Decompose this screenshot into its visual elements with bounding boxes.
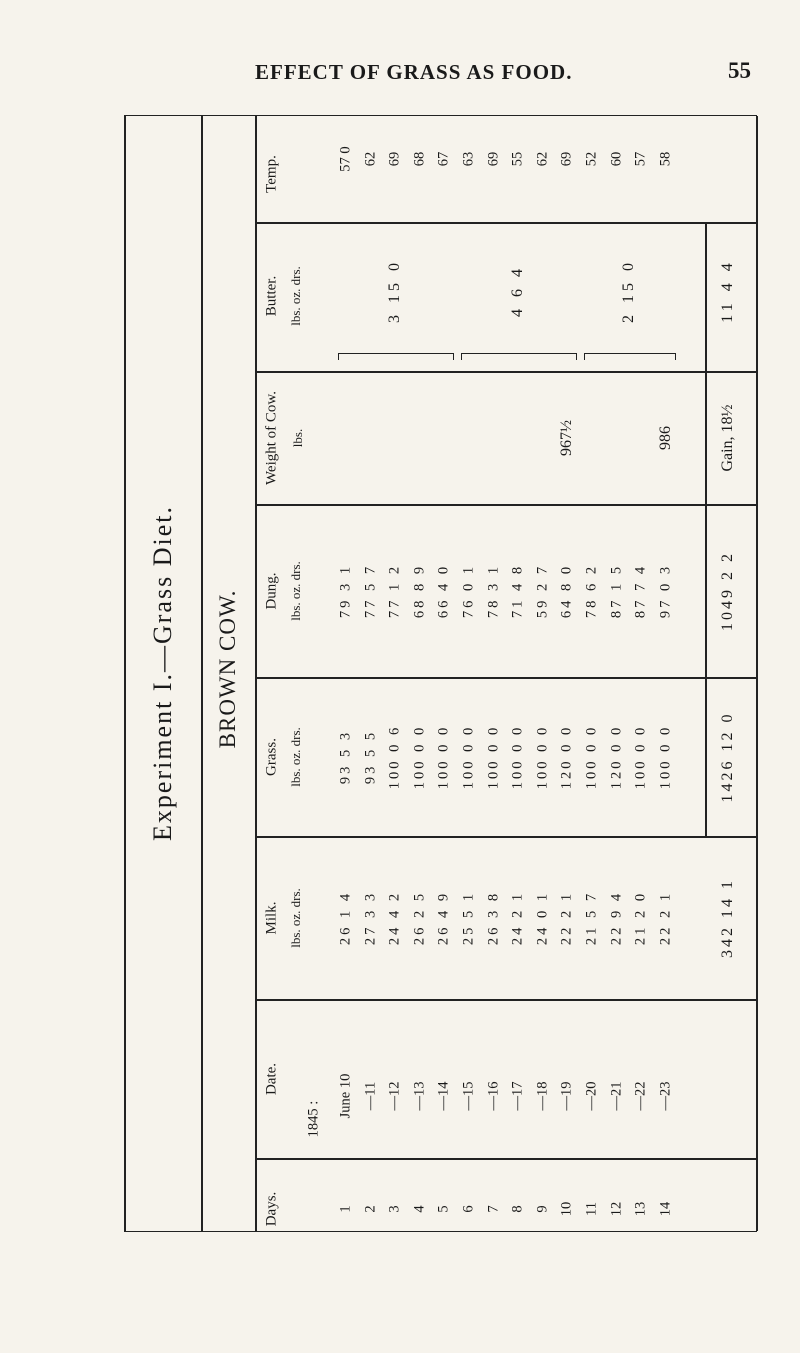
column-header-days: Days. bbox=[263, 1191, 280, 1227]
day-cell: 5 bbox=[435, 1205, 452, 1213]
unit-weight: lbs. bbox=[290, 428, 305, 448]
butter-cell: 2 15 0 bbox=[619, 259, 637, 323]
column-divider-3 bbox=[255, 504, 756, 506]
total-milk: 342 14 1 bbox=[719, 878, 736, 958]
total-butter: 11 4 4 bbox=[719, 259, 736, 323]
date-cell: —11 bbox=[362, 1081, 379, 1111]
day-cell: 2 bbox=[362, 1205, 379, 1213]
temp-cell: 68 bbox=[411, 151, 428, 167]
grass-cell: 93 5 5 bbox=[362, 729, 379, 785]
date-cell: —13 bbox=[411, 1081, 428, 1111]
butter-brace bbox=[584, 353, 676, 360]
total-grass: 1426 12 0 bbox=[719, 711, 736, 803]
column-header-date: Date. bbox=[263, 1062, 280, 1096]
unit-milk: lbs. oz. drs. bbox=[288, 888, 303, 948]
dung-cell: 97 0 3 bbox=[657, 563, 674, 619]
grass-cell: 100 0 0 bbox=[509, 724, 526, 790]
grass-cell: 120 0 0 bbox=[558, 724, 575, 790]
dung-cell: 66 4 0 bbox=[435, 563, 452, 619]
milk-cell: 24 4 2 bbox=[386, 890, 403, 946]
grass-cell: 100 0 0 bbox=[632, 724, 649, 790]
milk-cell: 24 2 1 bbox=[509, 890, 526, 946]
running-title: EFFECT OF GRASS AS FOOD. bbox=[255, 60, 573, 84]
date-cell: —18 bbox=[534, 1081, 551, 1111]
grass-cell: 100 0 0 bbox=[534, 724, 551, 790]
temp-cell: 63 bbox=[460, 151, 477, 167]
column-divider-1 bbox=[255, 222, 756, 224]
total-dung: 1049 2 2 bbox=[719, 551, 736, 631]
temp-cell: 69 bbox=[386, 151, 403, 167]
day-cell: 10 bbox=[558, 1201, 575, 1217]
rule-left-inner bbox=[201, 116, 203, 1231]
date-cell: —17 bbox=[509, 1081, 526, 1111]
page-number: 55 bbox=[728, 58, 751, 83]
experiment-title: Experiment I.—Grass Diet. bbox=[148, 505, 177, 841]
grass-cell: 100 0 0 bbox=[411, 724, 428, 790]
grass-cell: 100 0 6 bbox=[386, 724, 403, 790]
dung-cell: 87 1 5 bbox=[608, 563, 625, 619]
milk-cell: 22 9 4 bbox=[608, 890, 625, 946]
table-frame bbox=[124, 115, 757, 1232]
date-cell: June 10 bbox=[337, 1073, 354, 1119]
column-header-butter: Butter. bbox=[263, 275, 280, 317]
column-divider-4 bbox=[255, 677, 756, 679]
day-cell: 9 bbox=[534, 1205, 551, 1213]
day-cell: 3 bbox=[386, 1205, 403, 1213]
rule-right-inner bbox=[255, 116, 257, 1231]
date-cell: —23 bbox=[657, 1081, 674, 1111]
date-cell: —15 bbox=[460, 1081, 477, 1111]
day-cell: 6 bbox=[460, 1205, 477, 1213]
temp-cell: 69 bbox=[558, 151, 575, 167]
running-head bbox=[0, 58, 800, 88]
milk-cell: 25 5 1 bbox=[460, 890, 477, 946]
totals-divider bbox=[705, 371, 707, 836]
date-cell: —22 bbox=[632, 1081, 649, 1111]
column-divider-7 bbox=[255, 1158, 756, 1160]
dung-cell: 87 7 4 bbox=[632, 563, 649, 619]
grass-cell: 120 0 0 bbox=[608, 724, 625, 790]
day-cell: 4 bbox=[411, 1205, 428, 1213]
milk-cell: 26 4 9 bbox=[435, 890, 452, 946]
column-divider-5 bbox=[255, 836, 756, 838]
dung-cell: 71 4 8 bbox=[509, 563, 526, 619]
milk-cell: 22 2 1 bbox=[657, 890, 674, 946]
dung-cell: 78 6 2 bbox=[583, 563, 600, 619]
dung-cell: 79 3 1 bbox=[337, 563, 354, 619]
date-cell: —14 bbox=[435, 1081, 452, 1111]
temp-cell: 57 0 bbox=[337, 146, 354, 172]
date-cell: —16 bbox=[485, 1081, 502, 1111]
milk-cell: 21 5 7 bbox=[583, 890, 600, 946]
grass-cell: 100 0 0 bbox=[460, 724, 477, 790]
unit-dung: lbs. oz. drs. bbox=[288, 561, 303, 621]
dung-cell: 64 8 0 bbox=[558, 563, 575, 619]
milk-cell: 22 2 1 bbox=[558, 890, 575, 946]
dung-cell: 78 3 1 bbox=[485, 563, 502, 619]
column-header-milk: Milk. bbox=[263, 901, 280, 935]
date-cell: —20 bbox=[583, 1081, 600, 1111]
rule-left-outer bbox=[124, 116, 126, 1231]
column-divider-6 bbox=[255, 999, 756, 1001]
grass-cell: 100 0 0 bbox=[435, 724, 452, 790]
date-cell: —21 bbox=[608, 1081, 625, 1111]
dung-cell: 77 1 2 bbox=[386, 563, 403, 619]
column-header-weight: Weight of Cow. bbox=[263, 390, 280, 486]
temp-cell: 57 bbox=[632, 151, 649, 167]
day-cell: 12 bbox=[608, 1201, 625, 1217]
milk-cell: 24 0 1 bbox=[534, 890, 551, 946]
temp-cell: 52 bbox=[583, 151, 600, 167]
column-header-temp: Temp. bbox=[263, 155, 280, 193]
day-cell: 13 bbox=[632, 1201, 649, 1217]
day-cell: 1 bbox=[337, 1205, 354, 1213]
day-cell: 7 bbox=[485, 1205, 502, 1213]
rule-right-outer bbox=[756, 116, 758, 1231]
temp-cell: 69 bbox=[485, 151, 502, 167]
day-cell: 14 bbox=[657, 1201, 674, 1217]
dung-cell: 76 0 1 bbox=[460, 563, 477, 619]
milk-cell: 26 3 8 bbox=[485, 890, 502, 946]
year-label: 1845 : bbox=[305, 1100, 322, 1138]
temp-cell: 55 bbox=[509, 151, 526, 167]
butter-cell: 4 6 4 bbox=[509, 265, 527, 317]
grass-cell: 93 5 3 bbox=[337, 729, 354, 785]
butter-brace bbox=[338, 353, 454, 360]
date-cell: —12 bbox=[386, 1081, 403, 1111]
milk-cell: 26 2 5 bbox=[411, 890, 428, 946]
temp-cell: 62 bbox=[534, 151, 551, 167]
total-weight: Gain, 18½ bbox=[719, 404, 736, 472]
dung-cell: 77 5 7 bbox=[362, 563, 379, 619]
butter-totals-divider bbox=[705, 222, 707, 371]
column-header-dung: Dung. bbox=[263, 572, 280, 610]
unit-grass: lbs. oz. drs. bbox=[288, 727, 303, 787]
day-cell: 11 bbox=[583, 1202, 600, 1216]
dung-cell: 68 8 9 bbox=[411, 563, 428, 619]
milk-cell: 27 3 3 bbox=[362, 890, 379, 946]
weight-cell: 986 bbox=[656, 426, 674, 450]
temp-cell: 60 bbox=[608, 151, 625, 167]
milk-cell: 26 1 4 bbox=[337, 890, 354, 946]
dung-cell: 59 2 7 bbox=[534, 563, 551, 619]
column-header-grass: Grass. bbox=[263, 738, 280, 776]
butter-cell: 3 15 0 bbox=[386, 259, 404, 323]
milk-cell: 21 2 0 bbox=[632, 890, 649, 946]
temp-cell: 67 bbox=[435, 151, 452, 167]
grass-cell: 100 0 0 bbox=[583, 724, 600, 790]
temp-cell: 58 bbox=[657, 151, 674, 167]
butter-brace bbox=[461, 353, 577, 360]
animal-label: BROWN COW. bbox=[215, 589, 240, 749]
column-divider-2 bbox=[255, 371, 756, 373]
date-cell: —19 bbox=[558, 1081, 575, 1111]
weight-cell: 967½ bbox=[558, 420, 576, 456]
grass-cell: 100 0 0 bbox=[485, 724, 502, 790]
day-cell: 8 bbox=[509, 1205, 526, 1213]
unit-butter: lbs. oz. drs. bbox=[288, 266, 303, 326]
temp-cell: 62 bbox=[362, 151, 379, 167]
grass-cell: 100 0 0 bbox=[657, 724, 674, 790]
